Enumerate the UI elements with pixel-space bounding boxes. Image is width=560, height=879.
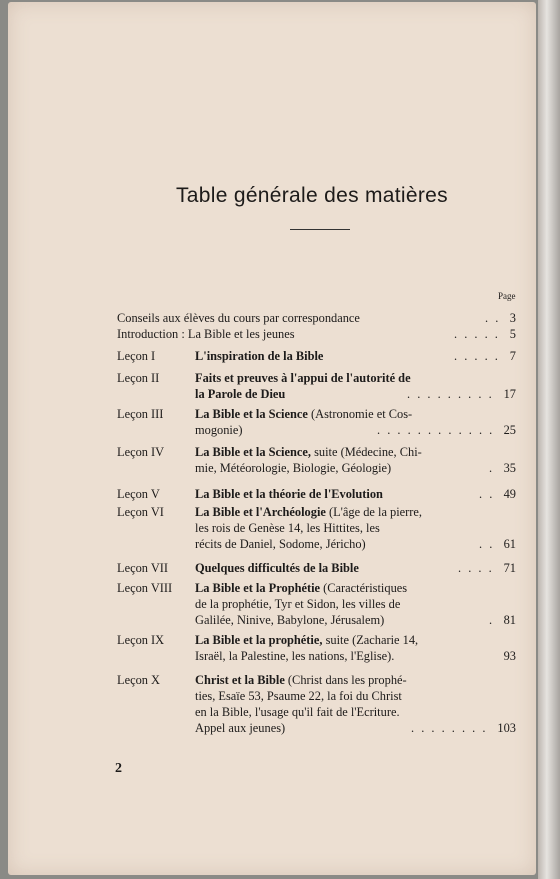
- entry-text: [195, 580, 407, 596]
- lesson-label: Leçon V: [117, 487, 160, 501]
- page-number: 2: [115, 761, 122, 776]
- entry-description: (L'âge de la pierre,: [325, 505, 423, 519]
- lesson-label: Leçon III: [117, 407, 164, 421]
- entry-text: [195, 688, 402, 704]
- toc-line: [117, 536, 516, 552]
- entry-description: en la Bible, l'usage qu'il fait de l'Ecriture.: [195, 705, 400, 719]
- entry-title: L'inspiration de la Bible: [195, 349, 324, 363]
- entry-text: [195, 612, 384, 628]
- entry-text: [195, 444, 422, 460]
- lesson-label: Leçon VI: [117, 505, 164, 519]
- toc-line: [117, 612, 516, 628]
- lesson-label: Leçon VII: [117, 561, 169, 575]
- leader-dots: . .: [485, 311, 501, 325]
- entry-text: [195, 406, 412, 422]
- lesson-label: Leçon I: [117, 349, 156, 363]
- toc-line: [117, 720, 516, 736]
- entry-page-number: 3: [509, 311, 516, 325]
- leader-dots: . .: [479, 537, 495, 551]
- entry-description: suite (Zacharie 14,: [322, 633, 419, 647]
- entry-description: ties, Esaïe 53, Psaume 22, la foi du Christ: [195, 689, 402, 703]
- entry-description: les rois de Genèse 14, les Hittites, les: [195, 521, 380, 535]
- toc-line: [117, 422, 516, 438]
- toc-line: [117, 580, 516, 596]
- toc-line: [117, 386, 516, 402]
- entry-description: mogonie): [195, 423, 243, 437]
- entry-description: (Astronomie et Cos-: [307, 407, 413, 421]
- leader-dots: . . . . . . . . .: [407, 387, 494, 401]
- leader-dots: . .: [479, 487, 495, 501]
- entry-text: [195, 370, 411, 386]
- entry-description: (Caractéristiques: [320, 581, 408, 595]
- lesson-label: Leçon II: [117, 371, 160, 385]
- entry-text: [195, 486, 383, 502]
- lesson-label: Leçon IX: [117, 633, 165, 647]
- entry-description: Galilée, Ninive, Babylone, Jérusalem): [195, 613, 385, 627]
- entry-page-number: 61: [503, 537, 516, 551]
- entry-page-number: 93: [503, 649, 516, 663]
- page-title: Table générale des matières: [176, 184, 448, 207]
- toc-line: [117, 672, 516, 688]
- entry-title: Quelques difficultés de la Bible: [195, 561, 359, 575]
- entry-title: La Bible et la Science: [195, 407, 308, 421]
- entry-text: [117, 326, 295, 342]
- entry-text: [195, 520, 380, 536]
- entry-text: [195, 632, 418, 648]
- entry-text: [195, 704, 400, 720]
- book-page: [8, 2, 536, 875]
- toc-line: [117, 560, 516, 576]
- entry-description: Appel aux jeunes): [195, 721, 286, 735]
- leader-dots: . . . . . . . . . . . .: [377, 423, 495, 437]
- leader-dots: . . . .: [458, 561, 494, 575]
- entry-title: Christ et la Bible: [195, 673, 285, 687]
- entry-description: (Christ dans les prophé-: [284, 673, 407, 687]
- entry-title: la Parole de Dieu: [195, 387, 286, 401]
- entry-text: [195, 596, 400, 612]
- entry-description: de la prophétie, Tyr et Sidon, les villes de: [195, 597, 401, 611]
- toc-line: [117, 348, 516, 364]
- entry-description: mie, Météorologie, Biologie, Géologie): [195, 461, 392, 475]
- entry-page-number: 5: [509, 327, 516, 341]
- toc-line: [117, 596, 516, 612]
- entry-page-number: 25: [503, 423, 516, 437]
- entry-title: La Bible et la Science,: [195, 445, 311, 459]
- entry-text: [195, 504, 422, 520]
- lesson-label: Leçon X: [117, 673, 161, 687]
- toc-line: [117, 504, 516, 520]
- leader-dots: .: [489, 613, 495, 627]
- toc-line: [117, 688, 516, 704]
- entry-text: [195, 536, 366, 552]
- lesson-label: Leçon VIII: [117, 581, 173, 595]
- entry-page-number: 71: [503, 561, 516, 575]
- entry-page-number: 35: [503, 461, 516, 475]
- entry-description: suite (Médecine, Chi-: [310, 445, 422, 459]
- entry-title: Faits et preuves à l'appui de l'autorité de: [195, 371, 411, 385]
- entry-text: [195, 560, 359, 576]
- toc-line: [117, 460, 516, 476]
- entry-text: [195, 460, 391, 476]
- entry-description: récits de Daniel, Sodome, Jéricho): [195, 537, 366, 551]
- entry-page-number: 81: [503, 613, 516, 627]
- toc-line: [117, 370, 516, 386]
- entry-description: Introduction : La Bible et les jeunes: [117, 327, 295, 341]
- toc-line: [117, 632, 516, 648]
- entry-description: Israël, la Palestine, les nations, l'Eglise).: [195, 649, 395, 663]
- entry-page-number: 49: [503, 487, 516, 501]
- entry-page-number: 17: [503, 387, 516, 401]
- entry-text: [195, 648, 394, 664]
- entry-text: [195, 348, 323, 364]
- toc-line: [117, 444, 516, 460]
- toc-line: [117, 520, 516, 536]
- leader-dots: . . . . .: [454, 327, 500, 341]
- lesson-label: Leçon IV: [117, 445, 165, 459]
- entry-description: Conseils aux élèves du cours par correspondance: [117, 311, 360, 325]
- leader-dots: .: [489, 461, 495, 475]
- entry-title: La Bible et la prophétie,: [195, 633, 323, 647]
- title-rule: [290, 229, 350, 230]
- entry-text: [195, 672, 407, 688]
- entry-text: [195, 386, 285, 402]
- toc-line: [117, 486, 516, 502]
- entry-page-number: 7: [509, 349, 516, 363]
- entry-title: La Bible et l'Archéologie: [195, 505, 326, 519]
- toc-line: [117, 310, 516, 326]
- entry-text: [117, 310, 360, 326]
- book-spine-edge: [538, 0, 560, 879]
- entry-page-number: 103: [497, 721, 516, 735]
- entry-text: [195, 422, 243, 438]
- leader-dots: . . . . .: [454, 349, 500, 363]
- entry-title: La Bible et la théorie de l'Evolution: [195, 487, 383, 501]
- toc-line: [117, 326, 516, 342]
- toc-line: [117, 704, 516, 720]
- leader-dots: . . . . . . . .: [411, 721, 488, 735]
- page-column-label: Page: [498, 291, 516, 301]
- entry-title: La Bible et la Prophétie: [195, 581, 321, 595]
- toc-line: [117, 406, 516, 422]
- toc-line: [117, 648, 516, 664]
- entry-text: [195, 720, 285, 736]
